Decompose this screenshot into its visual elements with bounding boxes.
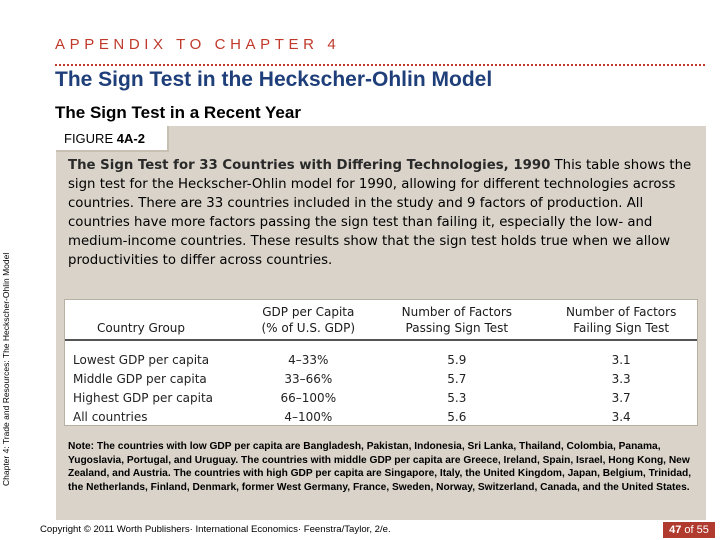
cell-failing: 3.3	[611, 372, 631, 386]
data-table-container	[64, 299, 698, 426]
cell-gdp-range: 33–66%	[284, 372, 333, 386]
page-indicator	[663, 522, 715, 538]
figure-caption-body: This table shows the sign test for the Heckscher-Ohlin model for 1990, allowing for different technologies across countries. There are 33 countries included in the study and 9 factors of production. All countries have more factors passing the sign test than failing it, especially the low- and medium-income countries. These results show that the sign test holds true when we allow productivities to differ across countries.	[68, 158, 692, 269]
cell-passing: 5.9	[447, 353, 467, 367]
cell-failing: 3.7	[611, 391, 631, 405]
cell-failing: 3.1	[611, 353, 631, 367]
col-header-country-group: Country Group	[97, 321, 186, 335]
col-header-line: Number of Factors	[565, 305, 677, 319]
cell-gdp-range: 4–100%	[284, 410, 333, 424]
table-row	[65, 340, 697, 370]
col-header-gdp-per-capita	[248, 300, 368, 340]
cell-failing: 3.4	[611, 410, 631, 424]
table-row	[65, 408, 697, 427]
figure-tab-prefix: FIGURE	[64, 131, 114, 146]
col-header-factors-passing	[368, 300, 545, 340]
col-header-line: Passing Sign Test	[405, 321, 509, 335]
cell-passing: 5.7	[447, 372, 467, 386]
col-header-line: (% of U.S. GDP)	[261, 321, 356, 335]
cell-gdp-range: 4–33%	[288, 353, 329, 367]
figure-caption-title: The Sign Test for 33 Countries with Differing Technologies, 1990	[68, 158, 551, 173]
col-header-line: GDP per Capita	[262, 305, 355, 319]
appendix-heading: APPENDIX TO CHAPTER 4	[55, 36, 341, 53]
table-row	[65, 370, 697, 389]
table-row	[65, 389, 697, 408]
table-header-row	[65, 300, 697, 340]
slide-subtitle: The Sign Test in a Recent Year	[55, 103, 301, 122]
cell-country-group: Highest GDP per capita	[73, 391, 214, 405]
figure-caption	[68, 156, 698, 271]
page-total: of 55	[684, 524, 709, 536]
header-divider	[55, 64, 705, 66]
sign-test-table	[65, 300, 697, 427]
cell-country-group: All countries	[73, 410, 148, 424]
cell-passing: 5.6	[447, 410, 467, 424]
cell-gdp-range: 66–100%	[280, 391, 337, 405]
slide-title: The Sign Test in the Heckscher-Ohlin Model	[55, 68, 493, 91]
cell-country-group: Middle GDP per capita	[73, 372, 207, 386]
chapter-side-label: Chapter 4: Trade and Resources: The Heckscher-Ohlin Model	[1, 252, 11, 486]
page-current: 47	[669, 524, 682, 536]
figure-panel	[56, 126, 706, 520]
figure-tab	[56, 126, 169, 152]
col-header-line: Failing Sign Test	[573, 321, 670, 335]
cell-passing: 5.3	[447, 391, 467, 405]
col-header-factors-failing	[545, 300, 697, 340]
figure-note: Note: The countries with low GDP per capita are Bangladesh, Pakistan, Indonesia, Sri Lanka, Thailand, Colombia, Panama, Yugoslavia, Portugal, and Uruguay. The countries with middle GDP per capita are Greece, Ireland, Spain, Israel, Hong Kong, New Zealand, and Austria. The countries with high GDP per capita are Singapore, Italy, the United Kingdom, Japan, Belgium, Trinidad, the Netherlands, Finland, Denmark, former West Germany, France, Sweden, Norway, Switzerland, Canada, and the United States.	[68, 441, 692, 493]
copyright-footer: Copyright © 2011 Worth Publishers· International Economics· Feenstra/Taylor, 2/e.	[40, 524, 391, 535]
figure-tab-number: 4A-2	[116, 131, 145, 146]
col-header-line: Number of Factors	[401, 305, 513, 319]
cell-country-group: Lowest GDP per capita	[73, 353, 210, 367]
